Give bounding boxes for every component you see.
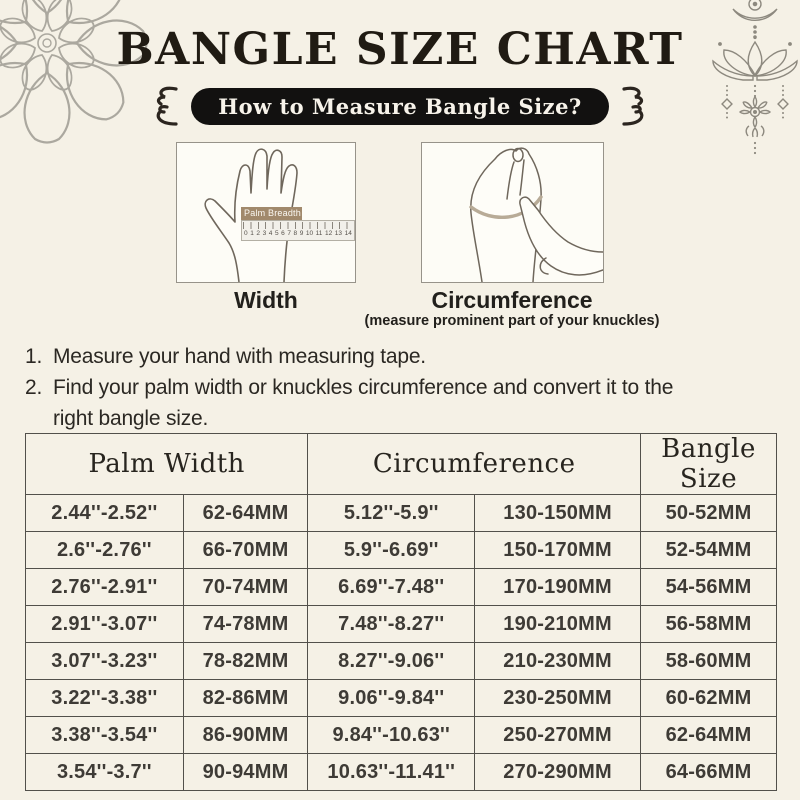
- table-cell: 10.63''-11.41'': [308, 754, 475, 791]
- instruction-list: [25, 341, 785, 434]
- page-title: BANGLE SIZE CHART: [116, 24, 684, 75]
- table-cell: 56-58MM: [641, 606, 777, 643]
- table-cell: 82-86MM: [183, 680, 308, 717]
- instruction-number: 1.: [25, 345, 43, 368]
- table-row: [26, 754, 777, 791]
- table-cell: 270-290MM: [475, 754, 641, 791]
- table-cell: 90-94MM: [183, 754, 308, 791]
- size-table: [25, 433, 777, 791]
- table-cell: 3.07''-3.23'': [26, 643, 184, 680]
- table-cell: 9.84''-10.63'': [308, 717, 475, 754]
- table-cell: 54-56MM: [641, 569, 777, 606]
- table-cell: 250-270MM: [475, 717, 641, 754]
- table-cell: 190-210MM: [475, 606, 641, 643]
- table-cell: 7.48''-8.27'': [308, 606, 475, 643]
- width-illustration: [176, 142, 356, 283]
- table-row: [26, 717, 777, 754]
- ruler-number: 9: [299, 230, 304, 237]
- table-row: [26, 495, 777, 532]
- ruler: [241, 220, 355, 241]
- ruler-number: 2: [256, 230, 260, 237]
- table-row: [26, 643, 777, 680]
- table-cell: 2.91''-3.07'': [26, 606, 184, 643]
- ruler-number: 6: [281, 230, 285, 237]
- circumference-caption: Circumference: [431, 287, 593, 313]
- table-cell: 5.12''-5.9'': [308, 495, 475, 532]
- table-cell: 62-64MM: [183, 495, 308, 532]
- ruler-number: 3: [262, 230, 267, 237]
- instruction-text: right bangle size.: [53, 407, 209, 430]
- flourish-right-icon: [620, 84, 652, 128]
- ruler-number: 0: [244, 230, 248, 237]
- instruction-number: 2.: [25, 376, 43, 399]
- ruler-number: 13: [334, 230, 343, 237]
- table-cell: 130-150MM: [475, 495, 641, 532]
- table-cell: 5.9''-6.69'': [308, 532, 475, 569]
- instruction-item: [25, 372, 785, 434]
- table-cell: 66-70MM: [183, 532, 308, 569]
- table-cell: 150-170MM: [475, 532, 641, 569]
- table-cell: 9.06''-9.84'': [308, 680, 475, 717]
- table-cell: 210-230MM: [475, 643, 641, 680]
- table-cell: 50-52MM: [641, 495, 777, 532]
- table-cell: 2.6''-2.76'': [26, 532, 184, 569]
- instruction-item: [25, 341, 785, 372]
- table-cell: 70-74MM: [183, 569, 308, 606]
- table-cell: 6.69''-7.48'': [308, 569, 475, 606]
- flourish-left-icon: [148, 84, 180, 128]
- table-cell: 8.27''-9.06'': [308, 643, 475, 680]
- table-row: [26, 680, 777, 717]
- column-header: Circumference: [308, 434, 641, 495]
- table-cell: 78-82MM: [183, 643, 308, 680]
- column-header: Bangle Size: [641, 434, 777, 495]
- table-cell: 3.22''-3.38'': [26, 680, 184, 717]
- badge-row: [0, 84, 800, 128]
- table-cell: 3.38''-3.54'': [26, 717, 184, 754]
- table-cell: 3.54''-3.7'': [26, 754, 184, 791]
- ruler-number: 10: [305, 230, 314, 237]
- table-cell: 230-250MM: [475, 680, 641, 717]
- width-caption: Width: [234, 287, 298, 313]
- ruler-ticks: [243, 222, 353, 229]
- table-cell: 52-54MM: [641, 532, 777, 569]
- circumference-illustration: [421, 142, 604, 283]
- table-row: [26, 532, 777, 569]
- table-cell: 2.76''-2.91'': [26, 569, 184, 606]
- ruler-number: 14: [344, 230, 352, 237]
- ruler-number: 1: [250, 230, 254, 237]
- table-cell: 2.44''-2.52'': [26, 495, 184, 532]
- instruction-text: Measure your hand with measuring tape.: [53, 345, 426, 368]
- table-cell: 58-60MM: [641, 643, 777, 680]
- table-row: [26, 606, 777, 643]
- table-row: [26, 569, 777, 606]
- column-header: Palm Width: [26, 434, 308, 495]
- ruler-number: 5: [274, 230, 279, 237]
- table-header-row: [26, 434, 777, 495]
- table-cell: 86-90MM: [183, 717, 308, 754]
- ruler-numbers: [242, 229, 354, 239]
- table-cell: 60-62MM: [641, 680, 777, 717]
- ruler-number: 7: [287, 230, 291, 237]
- table-cell: 170-190MM: [475, 569, 641, 606]
- table-cell: 64-66MM: [641, 754, 777, 791]
- ruler-number: 12: [324, 230, 333, 237]
- palm-breadth-label: Palm Breadth: [241, 207, 302, 220]
- table-cell: 62-64MM: [641, 717, 777, 754]
- ruler-number: 8: [293, 230, 298, 237]
- hands-circumference-icon: [422, 143, 603, 282]
- ruler-number: 4: [268, 230, 273, 237]
- ruler-number: 11: [315, 230, 323, 237]
- instruction-text: Find your palm width or knuckles circumference and convert it to the: [53, 376, 674, 399]
- how-to-badge: How to Measure Bangle Size?: [191, 88, 609, 125]
- table-cell: 74-78MM: [183, 606, 308, 643]
- circumference-note: (measure prominent part of your knuckles): [364, 313, 660, 329]
